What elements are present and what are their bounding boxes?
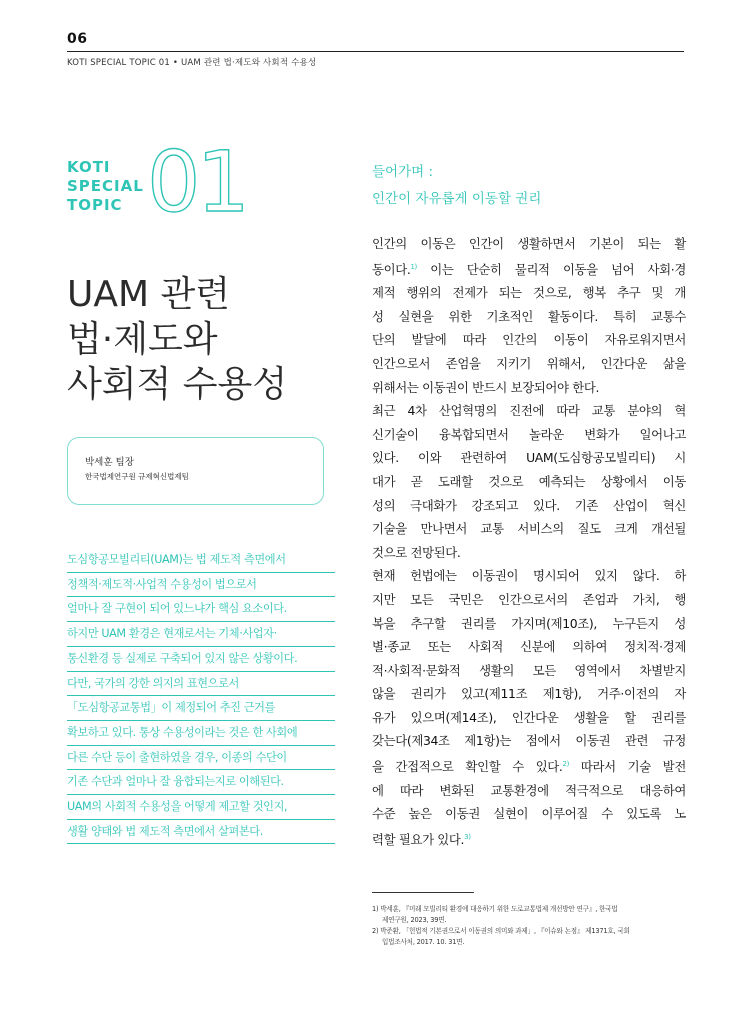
body-line (372, 517, 686, 541)
body-line-text: 신기술이 융복합되면서 놀라운 변화가 일어나고 (372, 426, 686, 442)
body-line (372, 826, 686, 852)
koti-special-topic-label (67, 158, 147, 215)
intro-line: 생활 양태와 법 제도적 측면에서 살펴본다. (67, 820, 335, 845)
intro-line: 「도심항공교통법」이 제정되어 추진 근거를 (67, 696, 335, 721)
header-rule (67, 51, 684, 52)
body-line (372, 779, 686, 803)
body-line-text: 따라서 기술 발전 (569, 759, 686, 775)
body-line-text: 현재 헌법에는 이동권이 명시되어 있지 않다. 하 (372, 568, 686, 584)
body-line-text: 수준 높은 이동권 실현이 이루어질 수 있도록 노 (372, 806, 686, 822)
body-line (372, 399, 686, 423)
body-line-text: 이는 단순히 물리적 이동을 넘어 사회·경 (416, 261, 686, 277)
footnote-ref: 2) (562, 760, 570, 769)
body-line (372, 328, 686, 352)
body-line-text: 복을 추구할 권리를 가지며(제10조), 누구든지 성 (372, 615, 686, 631)
intro-line: 통신환경 등 실제로 구축되어 있지 않은 상황이다. (67, 647, 335, 672)
body-line-text: 대가 곧 도래할 것으로 예측되는 상황에서 이동 (372, 473, 686, 489)
body-line (372, 541, 686, 565)
body-line-text: 최근 4차 산업혁명의 진전에 따라 교통 분야의 혁 (372, 403, 686, 419)
body-line (372, 446, 686, 470)
page-number: 06 (67, 31, 88, 47)
title-line: 법·제도와 (67, 319, 218, 360)
intro-line: 확보하고 있다. 통상 수용성이라는 것은 한 사회에 (67, 721, 335, 746)
footnotes (372, 904, 688, 948)
body-line (372, 423, 686, 447)
body-line-text: 성 실현을 위한 기초적인 활동이다. 특히 교통수 (372, 308, 686, 324)
body-line (372, 802, 686, 826)
body-line-text: 갖는다(제34조 제1항)는 점에서 이동권 관련 규정 (372, 733, 686, 749)
body-line-text: 에 따라 변화된 교통환경에 적극적으로 대응하여 (372, 782, 686, 798)
body-line (372, 706, 686, 730)
footnote-ref: 3) (464, 832, 471, 841)
body-line-text: 위해서는 이동권이 반드시 보장되어야 한다. (372, 379, 600, 395)
footnote-ref: 1) (410, 262, 417, 271)
body-line (372, 305, 686, 329)
article-title (67, 272, 357, 407)
body-line (372, 352, 686, 376)
intro-line: 정책적·제도적·사업적 수용성이 법으로서 (67, 573, 335, 598)
body-line-text: 인간으로서 존엄을 지키기 위해서, 인간다운 삶을 (372, 355, 686, 371)
body-line (372, 588, 686, 612)
body-line (372, 612, 686, 636)
body-line-text: 않을 권리가 있고(제11조 제1항), 거주·이전의 자 (372, 686, 686, 702)
section-heading (372, 159, 692, 213)
body-line-text: 유가 있으며(제14조), 인간다운 생활을 할 권리를 (372, 709, 686, 725)
body-line (372, 232, 686, 256)
body-line (372, 564, 686, 588)
title-line: 사회적 수용성 (67, 364, 288, 405)
body-line-text: 성의 극대화가 강조되고 있다. 기존 산업이 혁신 (372, 497, 686, 513)
body-line-text: 별·종교 또는 사회적 신분에 의하여 정치적·경제 (372, 639, 686, 655)
intro-line: UAM의 사회적 수용성을 어떻게 제고할 것인지, (67, 795, 335, 820)
body-line (372, 281, 686, 305)
footnote: 2) 박준환, 「헌법적 기본권으로서 이동권의 의미와 과제」, 『이슈와 논점』 제1371호, 국회 (372, 927, 630, 935)
body-line-text: 기술을 만나면서 교통 서비스의 질도 크게 개선될 (372, 521, 686, 537)
body-line (372, 682, 686, 706)
body-line-text: 것으로 전망된다. (372, 544, 461, 560)
body-line (372, 659, 686, 683)
body-line-text: 동이다. (372, 261, 411, 277)
body-line-text: 제적 행위의 전제가 되는 것으로, 행복 추구 및 개 (372, 285, 686, 301)
author-affiliation: 한국법제연구원 규제혁신법제팀 (85, 472, 189, 481)
intro-line: 다만, 국가의 강한 의지의 표현으로서 (67, 672, 335, 697)
footnote: 1) 박세훈, 『미래 모빌리티 환경에 대응하기 위한 도로교통법제 개선방안 연구』, 한국법 (372, 905, 618, 913)
body-line (372, 753, 686, 779)
section-heading-line2: 인간이 자유롭게 이동할 권리 (372, 191, 542, 207)
intro-summary (67, 548, 335, 844)
body-line (372, 256, 686, 282)
intro-line: 하지만 UAM 환경은 현재로서는 기체·사업자· (67, 622, 335, 647)
section-heading-line1: 들어가며 : (372, 164, 434, 180)
body-line-text: 지만 모든 국민은 인간으로서의 존엄과 가치, 행 (372, 591, 686, 607)
koti-label-line: TOPIC (67, 196, 123, 214)
intro-line: 얼마나 잘 구현이 되어 있느냐가 핵심 요소이다. (67, 597, 335, 622)
running-header: KOTI SPECIAL TOPIC 01 • UAM 관련 법·제도와 사회적 수용성 (67, 58, 317, 68)
body-line-text: 인간의 이동은 인간이 생활하면서 기본이 되는 활 (372, 236, 686, 251)
title-line: UAM 관련 (67, 274, 231, 315)
body-line-text: 있다. 이와 관련하여 UAM(도심항공모빌리티) 시 (372, 450, 686, 466)
topic-number: 01 (147, 133, 246, 231)
body-line-text: 을 간접적으로 확인할 수 있다. (372, 759, 563, 775)
footnote-rule (372, 892, 474, 893)
body-line (372, 376, 686, 400)
body-line (372, 470, 686, 494)
footnote-continuation: 입법조사처, 2017. 10. 31면. (382, 938, 465, 946)
footnote-continuation: 제연구원, 2023, 39면. (382, 916, 447, 924)
author-box (67, 437, 324, 505)
intro-line: 기존 수단과 얼마나 잘 융합되는지로 이해된다. (67, 770, 335, 795)
intro-line: 도심항공모빌리티(UAM)는 법 제도적 측면에서 (67, 548, 335, 573)
body-line (372, 494, 686, 518)
body-line-text: 력할 필요가 있다. (372, 831, 465, 847)
koti-label-line: SPECIAL (67, 177, 144, 195)
koti-label-line: KOTI (67, 158, 111, 176)
author-name: 박세훈 팀장 (85, 457, 134, 468)
body-line (372, 635, 686, 659)
body-line-text: 적·사회적·문화적 생활의 모든 영역에서 차별받지 (372, 662, 686, 678)
body-line (372, 729, 686, 753)
body-line-text: 단의 발달에 따라 인간의 이동이 자유로워지면서 (372, 332, 686, 348)
intro-line: 다른 수단 등이 출현하였을 경우, 이종의 수단이 (67, 746, 335, 771)
body-text (372, 232, 686, 851)
